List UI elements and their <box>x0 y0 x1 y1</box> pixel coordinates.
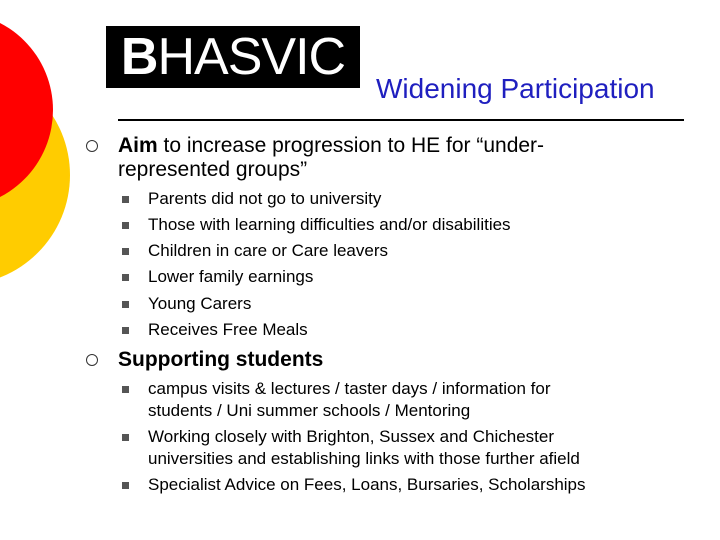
list-item-text: Young Carers <box>148 294 252 313</box>
list-item <box>148 378 688 422</box>
list-item-text: Parents did not go to university <box>148 189 382 208</box>
list-item-line-2: students / Uni summer schools / Mentoring <box>148 401 471 420</box>
square-bullet-icon <box>122 301 129 308</box>
square-bullet-icon <box>122 434 129 441</box>
list-item-line-1: Working closely with Brighton, Sussex and Chichester <box>148 427 554 446</box>
list-item <box>148 319 688 341</box>
list-item <box>148 240 688 262</box>
square-bullet-icon <box>122 327 129 334</box>
square-bullet-icon <box>122 196 129 203</box>
list-item-line-1: campus visits & lectures / taster days / information for <box>148 379 551 398</box>
aim-line-2: represented groups” <box>118 158 308 181</box>
square-bullet-icon <box>122 386 129 393</box>
list-item-text: Children in care or Care leavers <box>148 241 388 260</box>
list-item-line-2: universities and establishing links with those further afield <box>148 449 580 468</box>
square-bullet-icon <box>122 248 129 255</box>
list-item <box>148 266 688 288</box>
square-bullet-icon <box>122 274 129 281</box>
list-item-line-1: Specialist Advice on Fees, Loans, Bursaries, Scholarships <box>148 475 586 494</box>
slide-title: Widening Participation <box>376 73 655 104</box>
aim-line-1 <box>118 134 678 158</box>
logo-text: HASVIC <box>157 28 346 86</box>
list-item <box>148 474 688 496</box>
bullet-aim <box>118 134 678 182</box>
list-item-text: Those with learning difficulties and/or disabilities <box>148 215 511 234</box>
list-item-text: Receives Free Meals <box>148 320 308 339</box>
bullet-supporting <box>118 348 678 372</box>
list-item <box>148 426 688 470</box>
square-bullet-icon <box>122 222 129 229</box>
list-item-text: Lower family earnings <box>148 267 314 286</box>
aim-text: to increase progression to HE for “under- <box>157 134 545 157</box>
aim-lead: Aim <box>118 134 158 157</box>
list-item <box>148 188 688 210</box>
square-bullet-icon <box>122 482 129 489</box>
hollow-circle-bullet-icon <box>86 140 98 152</box>
list-item <box>148 214 688 236</box>
list-item <box>148 293 688 315</box>
supporting-heading: Supporting students <box>118 348 324 371</box>
logo-bold-letter: B <box>120 28 158 86</box>
hollow-circle-bullet-icon <box>86 354 98 366</box>
